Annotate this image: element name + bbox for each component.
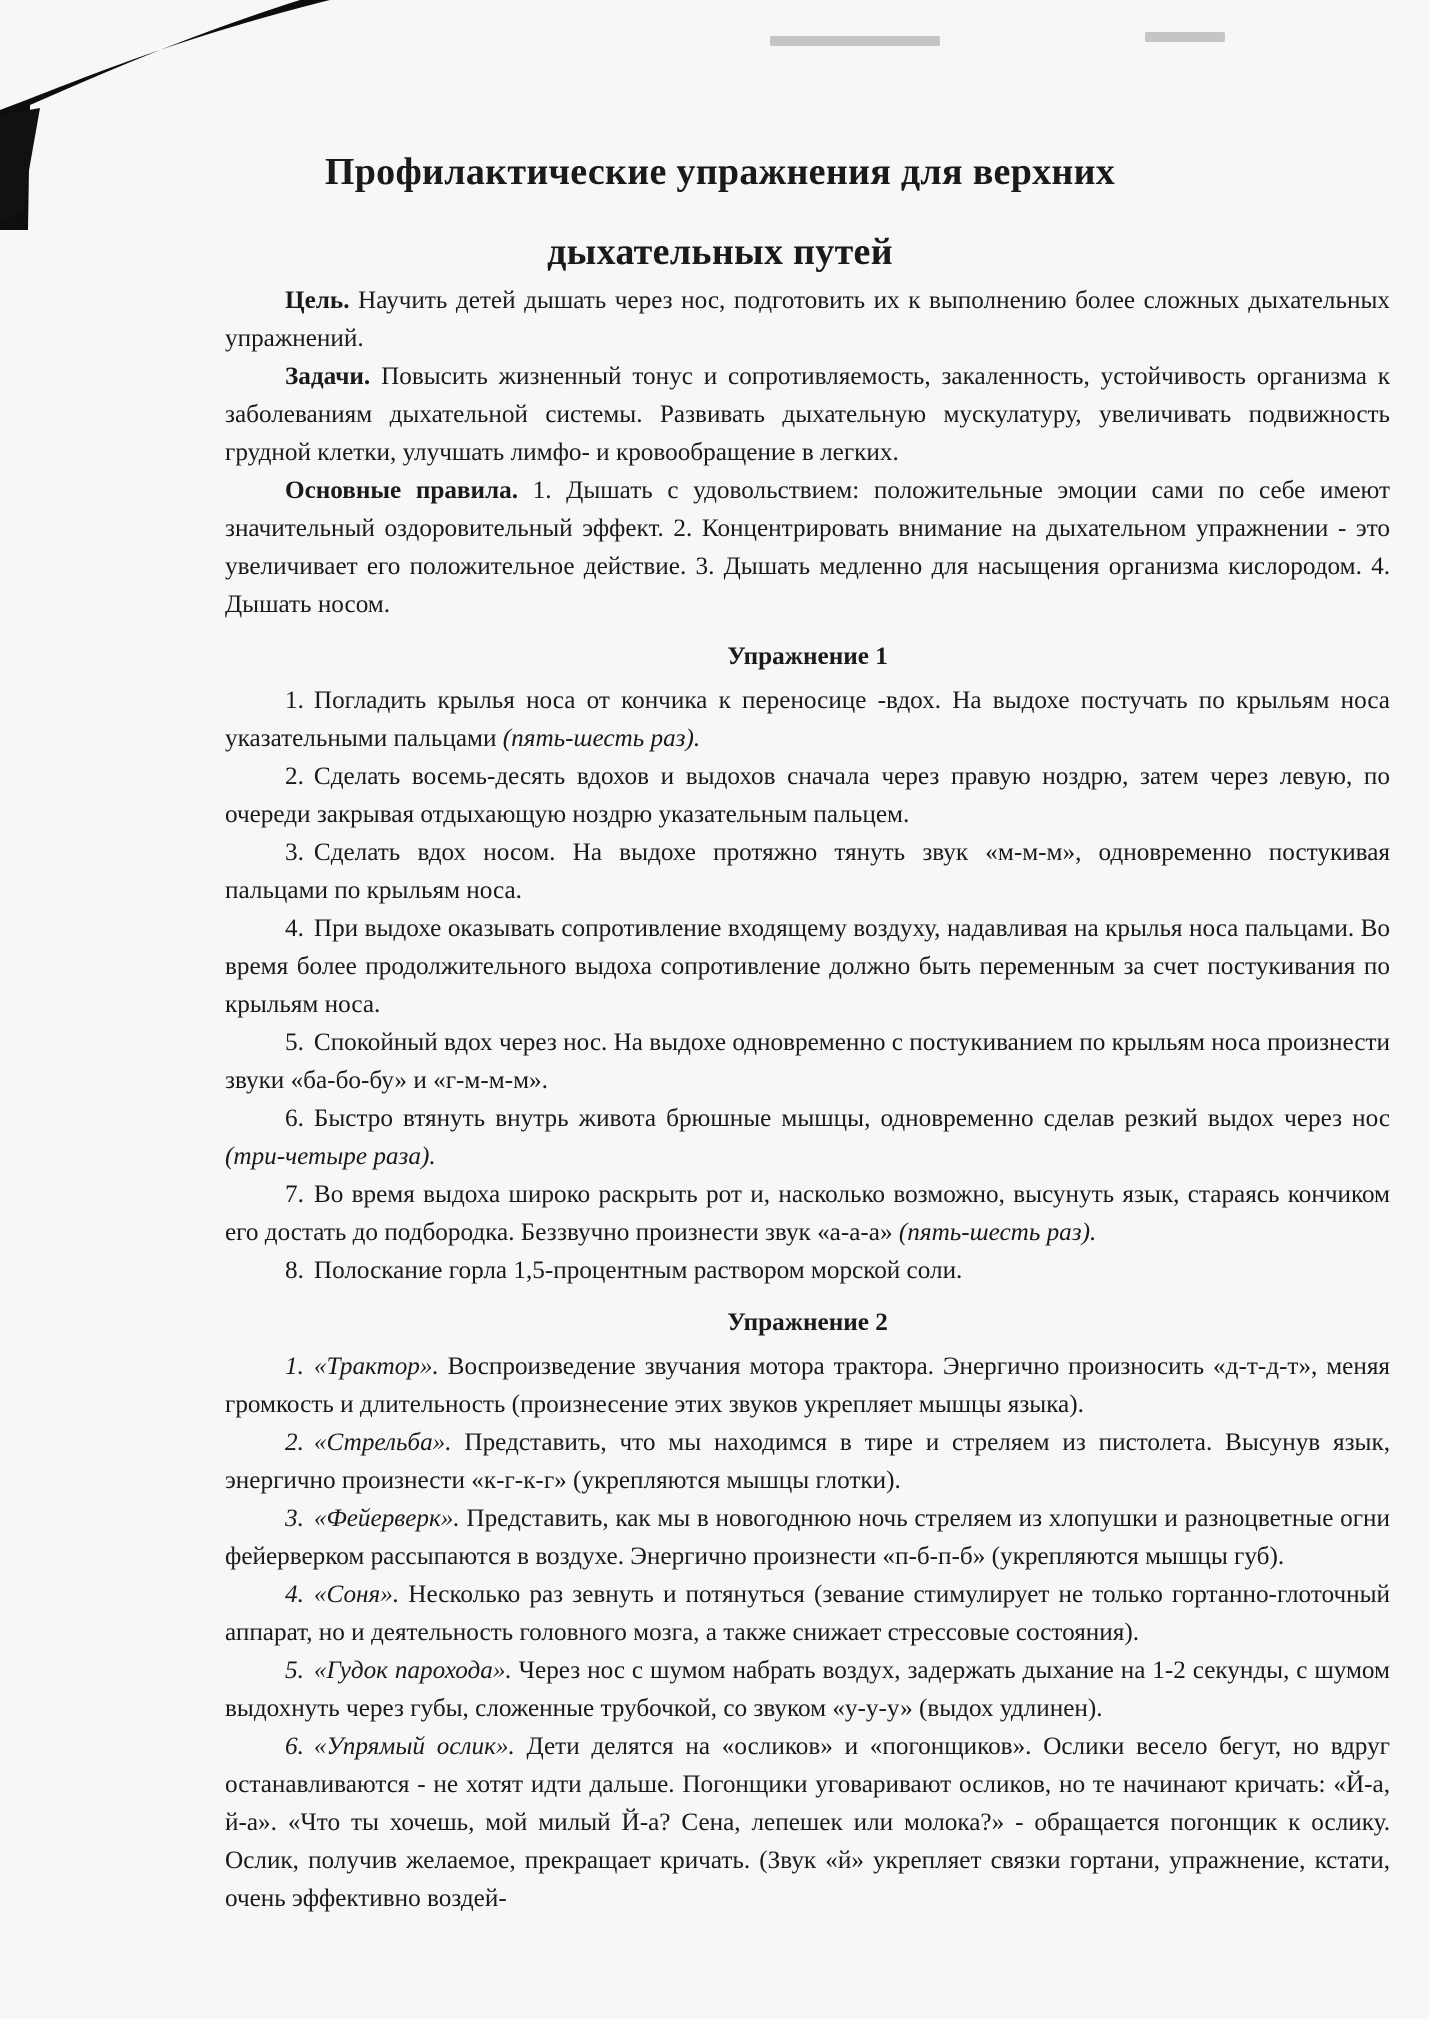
page-title-line-1: Профилактические упражнения для верхних [324, 151, 1116, 193]
exercise-1-item: 6. Быстро втянуть внутрь живота брюшные мышцы, одновременно сделав резкий выдох через нос (три-четыре раза). [225, 1105, 1390, 1170]
page-title-line-2: дыхательных путей [547, 231, 893, 273]
goal-paragraph [225, 282, 1390, 358]
exercise-2-item: 1. «Трактор». Воспроизведение звучания мотора трактора. Энергично произносить «д-т-д-т», меняя громкость и длительность (произнесение этих звуков укрепляет мышцы языка). [225, 1353, 1390, 1418]
document-body [225, 282, 1390, 1918]
exercise-2-item: 6. «Упрямый ослик». Дети делятся на «осликов» и «погонщиков». Ослики весело бегут, но вдруг останавливаются - не хотят идти дальше. Погонщики уговаривают осликов, но те начинают кричать: «Й-а, й-а». «Что ты хочешь, мой милый Й-а? Сена, лепешек или молока?» - обращается погонщик к ослику. Ослик, получив желаемое, прекращает кричать. (Звук «й» укрепляет связки гортани, упражнение, кстати, очень эффективно воздей- [225, 1733, 1390, 1912]
rules-text: 1. Дышать с удовольствием: положительные эмоции сами по себе имеют значительный оздоровительный эффект. 2. Концентрировать внимание на дыхательном упражнении - это увеличивает его положительное действие. 3. Дышать медленно для насыщения организма кислородом. 4. Дышать носом. [225, 477, 1390, 618]
goal-label: Цель. [285, 287, 350, 314]
exercise-2-heading: Упражнение 2 [727, 1309, 888, 1336]
exercise-1-item: 8. Полоскание горла 1,5-процентным раствором морской соли. [285, 1257, 963, 1284]
exercise-2-item: 5. «Гудок парохода». Через нос с шумом набрать воздух, задержать дыхание на 1-2 секунды, с шумом выдохнуть через губы, сложенные трубочкой, со звуком «у-у-у» (выдох удлинен). [225, 1657, 1390, 1722]
rules-label: Основные правила. [285, 477, 519, 504]
tasks-paragraph [225, 358, 1390, 472]
exercise-1-item: 4. При выдохе оказывать сопротивление входящему воздуху, надавливая на крылья носа пальцами. Во время более продолжительного выдоха сопротивление должно быть переменным за счет постукивания по крыльям носа. [225, 915, 1390, 1018]
exercise-2-item: 3. «Фейерверк». Представить, как мы в новогоднюю ночь стреляем из хлопушки и разноцветные огни фейерверком рассыпаются в воздухе. Энергично произнести «п-б-п-б» (укрепляются мышцы губ). [225, 1505, 1390, 1570]
scan-artifact [0, 0, 330, 230]
exercise-1-item: 2. Сделать восемь-десять вдохов и выдохов сначала через правую ноздрю, затем через левую, по очереди закрывая отдыхающую ноздрю указательным пальцем. [225, 763, 1390, 828]
exercise-1-heading: Упражнение 1 [727, 643, 888, 670]
exercise-1-item: 1. Погладить крылья носа от кончика к переносице -вдох. На выдохе постучать по крыльям носа указательными пальцами (пять-шесть раз). [225, 687, 1390, 752]
goal-text: Научить детей дышать через нос, подготовить их к выполнению более сложных дыхательных упражнений. [225, 287, 1390, 352]
exercise-1-item: 5. Спокойный вдох через нос. На выдохе одновременно с постукиванием по крыльям носа произнести звуки «ба-бо-бу» и «г-м-м-м». [225, 1029, 1390, 1094]
tasks-text: Повысить жизненный тонус и сопротивляемость, закаленность, устойчивость организма к заболеваниям дыхательной системы. Развивать дыхательную мускулатуру, увеличивать подвижность грудной клетки, улучшать лимфо- и кровообращение в легких. [225, 363, 1390, 466]
scan-speck [770, 36, 940, 46]
exercise-2-item: 4. «Соня». Несколько раз зевнуть и потянуться (зевание стимулирует не только гортанно-глоточный аппарат, но и деятельность головного мозга, а также снижает стрессовые состояния). [225, 1581, 1390, 1646]
exercise-1-item: 7. Во время выдоха широко раскрыть рот и, насколько возможно, высунуть язык, стараясь кончиком его достать до подбородка. Беззвучно произнести звук «а-а-а» (пять-шесть раз). [225, 1181, 1390, 1246]
exercise-2-item: 2. «Стрельба». Представить, что мы находимся в тире и стреляем из пистолета. Высунув язык, энергично произнести «к-г-к-г» (укрепляются мышцы глотки). [225, 1429, 1390, 1494]
rules-paragraph [225, 472, 1390, 624]
tasks-label: Задачи. [285, 363, 371, 390]
scan-speck [1145, 32, 1225, 42]
exercise-1-item: 3. Сделать вдох носом. На выдохе протяжно тянуть звук «м-м-м», одновременно постукивая пальцами по крыльям носа. [225, 839, 1390, 904]
